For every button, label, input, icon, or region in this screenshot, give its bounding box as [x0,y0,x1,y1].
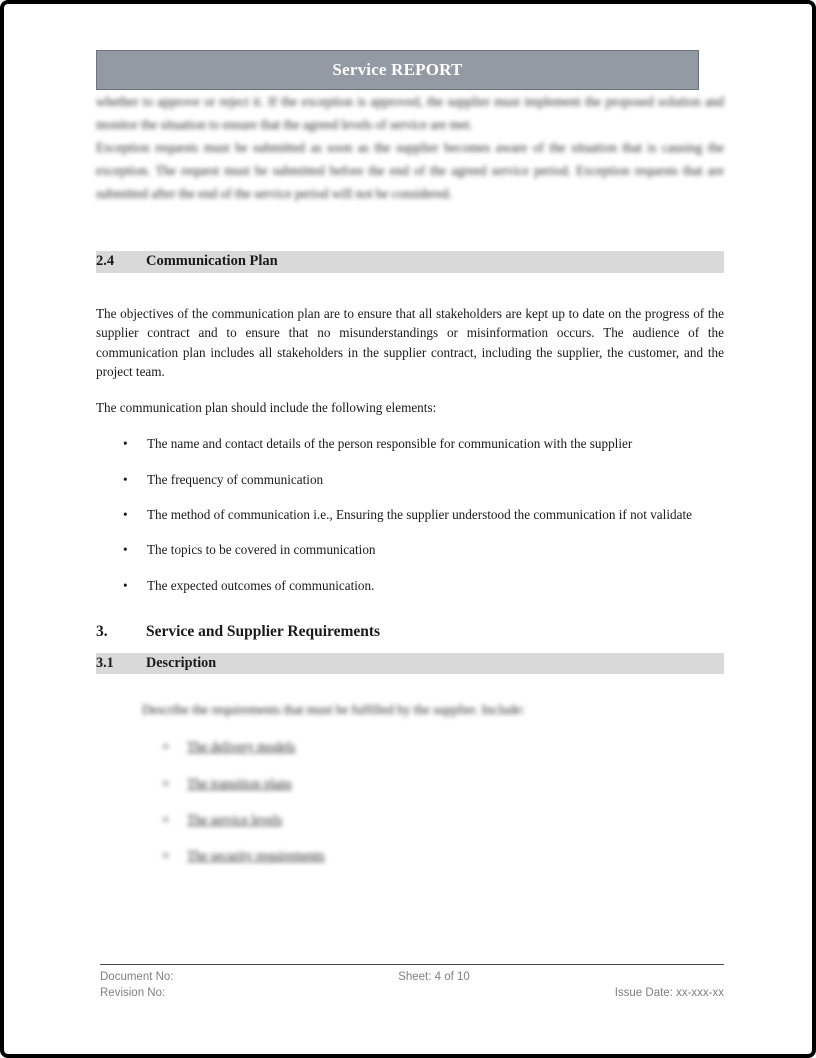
bullet-text: The name and contact details of the person responsible for communication with the supplier [147,436,633,452]
bullet-item [96,505,724,524]
section-heading-2-4 [96,251,724,273]
issue-date-label: Issue Date: xx-xxx-xx [614,987,724,999]
bullet-item [96,774,724,793]
footer-row-1 [100,969,724,985]
sheet-label: Sheet: 4 of 10 [398,971,470,983]
blurred-intro-paragraph-1: whether to approve or reject it. If the exception is approved, the supplier must implement the proposed solution and monitor the situation to ensure that the agreed levels of service are met. [96,94,724,132]
bullet-text: The frequency of communication [147,471,324,487]
section-number: 3.1 [96,654,114,671]
bullet-text: The transition plans [187,775,292,791]
footer-row-2 [100,985,724,1001]
blurred-description-block [96,700,724,865]
footer-spacer [330,985,538,1001]
bullet-item [96,470,724,489]
section-heading-3 [96,623,724,641]
blurred-intro-paragraph-2: Exception requests must be submitted as soon as the supplier becomes aware of the situation that is causing the exception. The request must be submitted before the end of the agreed service period. Exception requests that are submitted after the end of the service period will not be considered. [96,140,724,201]
title-banner [96,50,699,90]
bullet-item [96,846,724,865]
bullet-text: The method of communication i.e., Ensuring the supplier understood the communication if not validate [147,507,692,523]
blurred-description-lead: Describe the requirements that must be fulfilled by the supplier. Include: [142,701,525,717]
bullet-item [96,810,724,829]
bullet-text: The service levels [187,811,283,827]
document-no-label: Document No: [100,971,174,983]
bullet-text: The security requirements [187,848,325,864]
bullet-item [96,540,724,559]
document-title: Service REPORT [332,60,463,79]
bullet-text: The topics to be covered in communication [147,542,376,558]
bullet-text: The expected outcomes of communication. [147,577,375,593]
section-title: Service and Supplier Requirements [146,622,381,640]
section-2-4-list-lead: The communication plan should include the following elements: [96,400,437,416]
footer-spacer [516,969,724,985]
bullet-item [96,737,724,756]
section-title: Communication Plan [146,253,278,269]
bullet-item [96,434,724,453]
bullet-text: The delivery models [187,739,296,755]
section-number: 3. [96,622,108,640]
communication-plan-bullet-list [96,434,724,594]
section-2-4-paragraph: The objectives of the communication plan are to ensure that all stakeholders are kept up to date on the progress of the supplier contract and to ensure that no misunderstandings or misinformation occurs. The audience of the communication plan includes all stakeholders in the supplier contract, including the supplier, the customer, and the project team. [96,306,724,379]
revision-no-label: Revision No: [100,987,166,999]
bullet-item [96,576,724,595]
section-title: Description [146,654,217,671]
page-content [4,50,812,865]
section-heading-3-1 [96,653,724,674]
section-number: 2.4 [96,253,115,269]
blurred-requirements-list [96,737,724,865]
page-footer [100,964,724,1001]
